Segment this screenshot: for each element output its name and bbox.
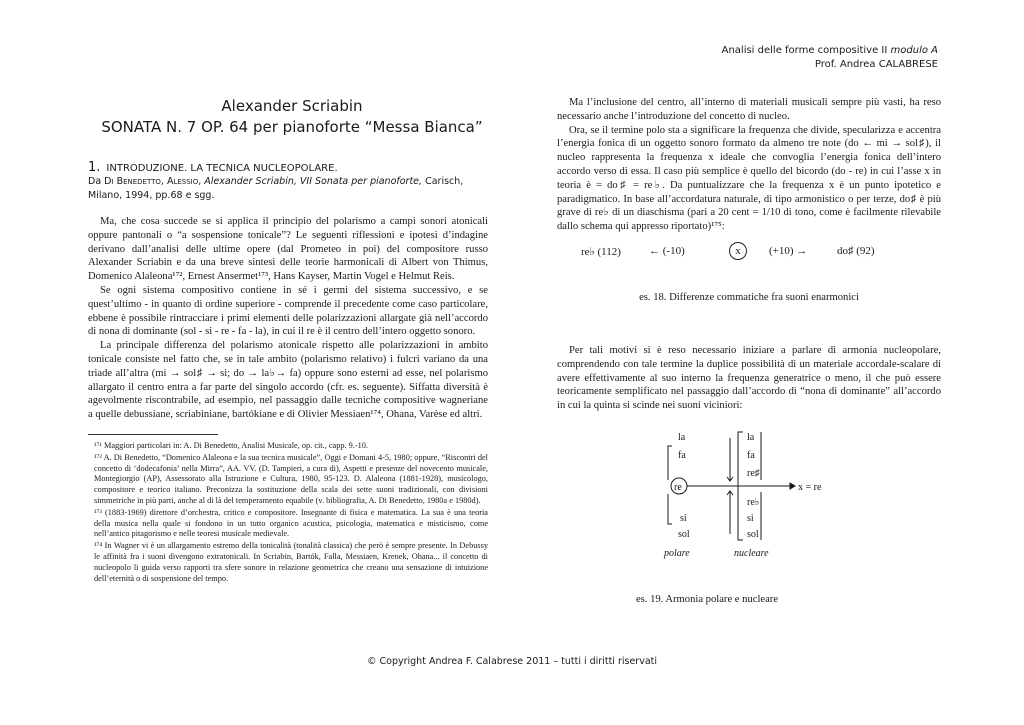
section-number: 1. — [88, 160, 101, 175]
nuclear-label: nucleare — [734, 548, 769, 559]
left-column — [88, 96, 488, 585]
arrow-up — [727, 491, 733, 534]
right-body-text — [557, 96, 941, 234]
paragraph: Per tali motivi si è reso necessario iniziare a parlare di armonia nucleopolare, comprendendo con tale termine la duplice possibilità di un materiale accordale-scalare di avere effettivamente al suo interno la frequenza generatrice o meno, il che può essere teoricamente semplificato nel passaggio dall’accordo di “nona di dominante” all’accordo in cui la quinta si scinde nei suoni viciniori: — [557, 345, 941, 412]
footnote: ¹⁷¹ Maggiori particolari in: A. Di Benedetto, Analisi Musicale, op. cit., capp. 9.-10. — [94, 440, 369, 450]
source-work: Alexander Scriabin, VII Sonata per pianoforte, — [204, 176, 423, 187]
footnote: ¹⁷⁴ In Wagner vi è un allargamento estremo della tonicalità (tonalità classica) che però è sempre presente. In Debussy le affinità fra i suoni divengono extratonicali. In Scriabin, Bartók, Falla, Messiaen, Krenek, Ohana... il concetto di nucleopolo li guida verso rapporti tra sfere sonore in relazione geometrica che creano una sensazione di intuizione dell’eternità o di sospensione del tempo. — [94, 541, 488, 583]
polar-note: fa — [678, 450, 686, 461]
polar-note: si — [680, 513, 687, 524]
note-re-flat: re♭ (112) — [581, 246, 621, 258]
section-heading — [88, 160, 488, 175]
arrow-down — [727, 438, 733, 481]
nuclear-note: re♭ — [747, 497, 760, 508]
nuclear-note: fa — [747, 450, 755, 461]
footnote-divider — [88, 434, 218, 435]
course-line — [722, 44, 938, 58]
footnotes — [94, 441, 488, 584]
polar-bracket-bottom — [668, 494, 672, 524]
polar-bracket-top — [668, 446, 672, 480]
source-citation — [88, 175, 488, 203]
footnote: ¹⁷² A. Di Benedetto, “Domenico Alaleona e la sua tecnica musicale”, Oggi e Domani 4-5, 1980; oppure, “Riscontri del concetto di ‘dodecafonia’ nella Mirra”, AA. VV. (D. Tampieri, a cura di), Aspetti e presenze del novecento musicale, Montegiorgio (AP), Assessorato alla Istruzione e Cultura, 1980, 95-123. D. Alaleona (1881-1928), musicologo, compositore e teorico italiano. Preconizza la sostituzione della scala dei sette suoni tradizionali, con divisioni simmetriche in più parti, anche al di là del temperamento equabile (v. bibliografia, A. Di Benedetto, 1980a e 1980d). — [94, 452, 488, 505]
axis-label: x = re — [798, 482, 822, 493]
polar-note-center: re — [674, 482, 682, 493]
example-18-diagram — [581, 242, 901, 264]
section-title: INTRODUZIONE. LA TECNICA NUCLEOPOLARE. — [106, 163, 338, 174]
footnote: ¹⁷³ (1883-1969) direttore d’orchestra, critico e compositore. Insegnante di fisica e matematica. La sua è una teoria della musica nella quale si fondono in un tutto organico acustica, psicologia, matematica e misticismo, come nell’antico pitagorismo e nelle teoresi musicale medievale. — [94, 507, 488, 539]
polar-note: sol — [678, 529, 690, 540]
professor-name: Prof. Andrea CALABRESE — [814, 59, 938, 70]
paragraph: Ma l’inclusione del centro, all’interno di materiali musicali sempre più vasti, ha reso necessario anche l’introduzione del concetto di nucleo. — [557, 97, 941, 122]
right-column — [557, 96, 941, 234]
nuclear-note: la — [747, 432, 755, 443]
example-19-caption: es. 19. Armonia polare e nucleare — [635, 594, 779, 605]
source-author: Di Benedetto, Alessio, — [104, 176, 202, 187]
composer-name: Alexander Scriabin — [221, 97, 363, 115]
example-18-caption: es. 18. Differenze commatiche fra suoni enarmonici — [639, 292, 859, 303]
right-body-text-2 — [557, 344, 941, 413]
nuclear-note: re♯ — [747, 468, 760, 479]
copyright-footer: © Copyright Andrea F. Calabrese 2011 – tutti i diritti riservati — [366, 656, 658, 667]
polar-note: la — [678, 432, 686, 443]
nucleus-x: x — [729, 242, 747, 260]
course-title: Analisi delle forme compositive II — [721, 45, 888, 56]
right-deviation: (+10) → — [769, 245, 808, 257]
source-prefix: Da — [88, 176, 102, 187]
document-title — [96, 96, 488, 138]
left-deviation: ← (-10) — [649, 245, 685, 257]
paragraph: La principale differenza del polarismo atonicale rispetto alle polarizzazioni in ambito tonicale consiste nel fatto che, se in tale ambito (polarismo relativo) i fulcri variano da una triade all’altra (mi → sol♯ → si; do → la♭→ fa) oppure sono esterni ad esse, nel polarismo allargato il centro entra a far parte del singolo accordo (cfr. es. seguente). Siffatta diversità è agevolmente riscontrabile, ad esempio, nel passaggio dalle tecniche compositive wagneriane a quelle debussiane, scriabiniane, bartókiane e di Olivier Messiaen¹⁷⁴, Ohana, Varèse ed altri. — [88, 340, 488, 421]
paragraph: Se ogni sistema compositivo contiene in sé i germi del sistema successivo, e se quest’ultimo - in quanto di ordine superiore - comprende il precedente come caso particolare, ebbene è possibile rintracciare i primi elementi delle polarizzazioni allargate già nell’accordo di nona di dominante (sol - si - re - fa - la), in cui il re è il centro dell’intero oggetto sonoro. — [88, 284, 488, 338]
paragraph: Ora, se il termine polo sta a significare la frequenza che divide, specularizza e accentra l’energia fonica di un oggetto sonoro formato da almeno tre note (do ← mi → sol♯), il nucleo rappresenta la frequenza x ideale che convoglia l’energia fonica dell’intero accordo verso di essa. Il caso più semplice è quello del bicordo (do - re) in cui l’asse x in teoria è = do♯ = re♭. Da puntualizzare che la frequenza x è un punto ipotetico e paradigmatico. In base all’accordatura naturale, di tipo armonistico o per terze, do♯ è più grave di re♭ di un diaschisma (pari a 20 cent = 1/10 di tono, come è facilmente rilevabile dallo schema qui appresso riportato)¹⁷⁵: — [557, 124, 941, 233]
nuclear-note: si — [747, 513, 754, 524]
page-header — [722, 44, 938, 72]
polar-label: polare — [664, 548, 690, 559]
paragraph: Ma, che cosa succede se si applica il principio del polarismo a campi sonori atonicali oppure pantonali o “a sospensione tonicale”? Le seguenti riflessioni e ipotesi d’indagine derivano dall’analisi delle ultime opere (dal Prometeo in poi) del compositore russo Alexander Scriabin e da una breve sintesi delle teorie harmonicali di Albert von Thimus, Domenico Alaleona¹⁷², Ernest Ansermet¹⁷³, Hans Kayser, Martin Vogel e Helmut Reis. — [88, 216, 488, 283]
axis-arrowhead — [790, 483, 795, 489]
source-publisher: Carisch, Milano, 1994, pp.68 e sgg. — [88, 176, 464, 201]
example-19-diagram — [640, 428, 860, 568]
left-body-text — [88, 215, 488, 422]
note-do-sharp: do♯ (92) — [837, 245, 875, 257]
work-title: SONATA N. 7 OP. 64 per pianoforte “Messa Bianca” — [101, 118, 483, 136]
module-label: modulo A — [890, 45, 938, 56]
nuclear-note: sol — [747, 529, 759, 540]
